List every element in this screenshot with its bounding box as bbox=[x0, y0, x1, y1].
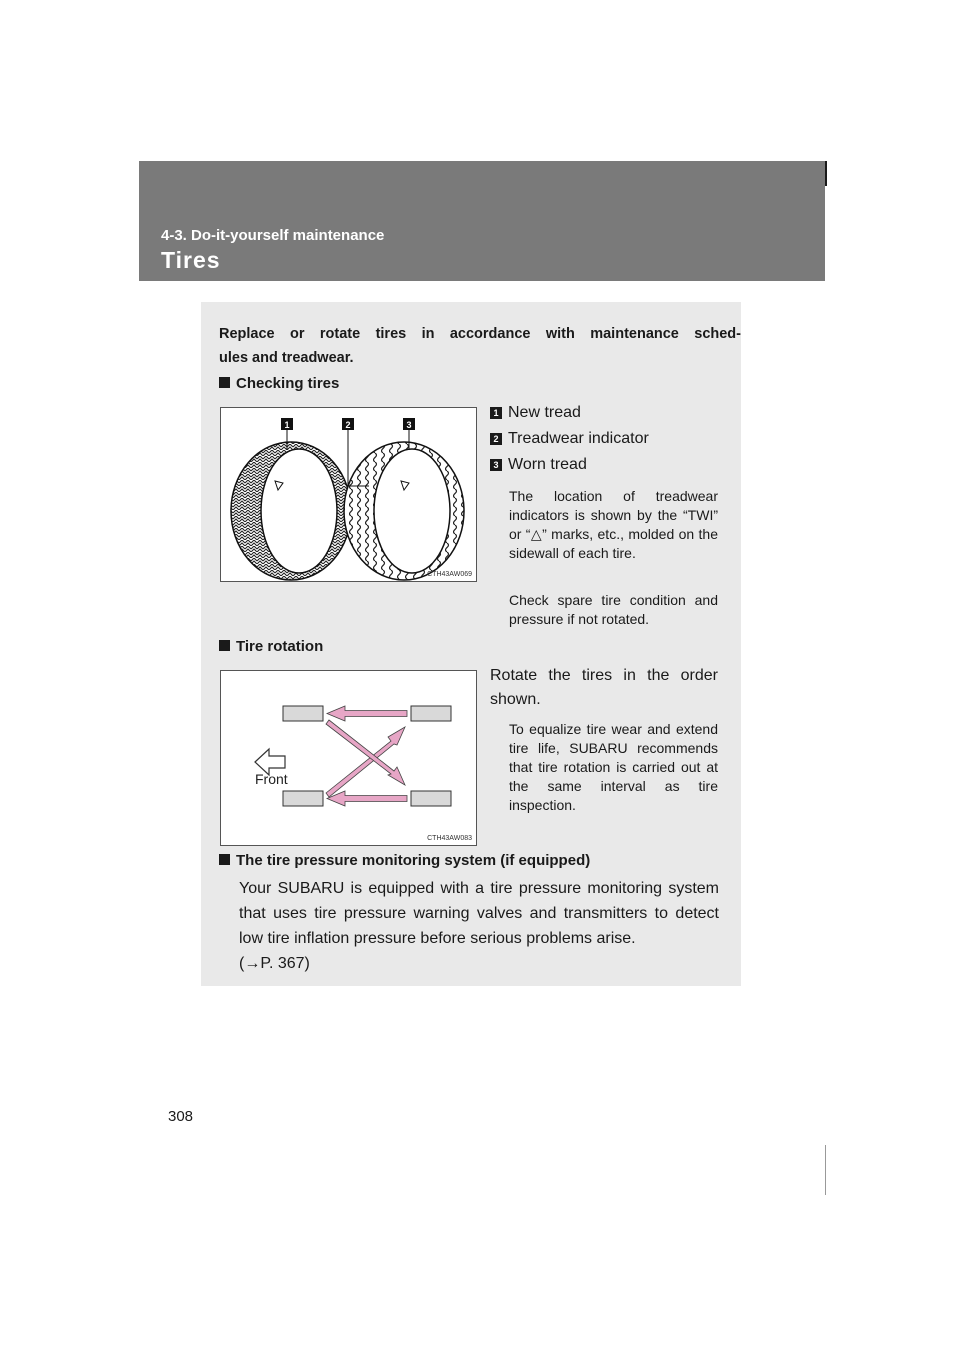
rotation-arrow-diagonal-up bbox=[326, 727, 405, 797]
section-label: 4-3. Do-it-yourself maintenance bbox=[161, 227, 385, 244]
bullet-square-icon bbox=[219, 640, 230, 651]
spare-tire-note: Check spare tire condition and pressure if not rotated. bbox=[509, 592, 718, 627]
header-bar bbox=[139, 161, 825, 281]
svg-text:3: 3 bbox=[406, 420, 412, 430]
legend-new-tread: 1 New tread bbox=[490, 404, 581, 422]
header-tab-mark bbox=[825, 161, 827, 186]
intro-text-line1: Replace or rotate tires in accordance with maintenance sched- bbox=[219, 326, 741, 342]
page-title: Tires bbox=[161, 247, 221, 273]
svg-text:2: 2 bbox=[345, 420, 351, 430]
checking-tires-figure bbox=[220, 407, 477, 582]
legend-treadwear-indicator: 2 Treadwear indicator bbox=[490, 430, 649, 448]
tire-rotation-figure bbox=[220, 670, 477, 846]
rotation-note: To equalize tire wear and extend tire life, SUBARU recommends that tire rotation is carried out at the same interval as tire inspection. bbox=[509, 721, 718, 813]
rotation-arrow-top bbox=[327, 706, 407, 721]
margin-line bbox=[825, 1145, 826, 1195]
page-number: 308 bbox=[168, 1108, 194, 1125]
tire-rotation-heading: Tire rotation bbox=[219, 638, 323, 655]
tire-rear-left bbox=[411, 706, 451, 721]
tire-tread-illustration bbox=[221, 408, 476, 581]
rotation-arrow-bottom bbox=[327, 791, 407, 806]
tire-front-right bbox=[283, 791, 323, 806]
rotation-text: Rotate the tires in the order shown. bbox=[490, 667, 718, 708]
tire-rear-right bbox=[411, 791, 451, 806]
svg-text:1: 1 bbox=[284, 420, 290, 430]
treadwear-note: The location of treadwear indicators is shown by the “TWI” or “△” marks, etc., molded on the sidewall of each tire. bbox=[509, 488, 718, 561]
tpms-page-ref[interactable]: (→P. 367) bbox=[239, 955, 310, 972]
tpms-text: Your SUBARU is equipped with a tire pressure monitoring system that uses tire pressure warning valves and transmitters to detect low tire inflation pressure before serious problems arise. bbox=[239, 880, 719, 947]
bullet-square-icon bbox=[219, 377, 230, 388]
figure-code: CTH43AW083 bbox=[427, 835, 472, 842]
bullet-square-icon bbox=[219, 854, 230, 865]
tpms-heading: The tire pressure monitoring system (if equipped) bbox=[219, 852, 590, 869]
tire-front-left bbox=[283, 706, 323, 721]
intro-text-line2: ules and treadwear. bbox=[219, 350, 354, 366]
checking-tires-heading: Checking tires bbox=[219, 375, 339, 392]
rotation-arrow-diagonal-down bbox=[326, 720, 405, 785]
rotation-diagram bbox=[221, 671, 476, 845]
content-panel bbox=[201, 302, 741, 986]
figure-code: CTH43AW069 bbox=[427, 571, 472, 578]
legend-worn-tread: 3 Worn tread bbox=[490, 456, 587, 474]
front-label: Front bbox=[255, 771, 288, 787]
